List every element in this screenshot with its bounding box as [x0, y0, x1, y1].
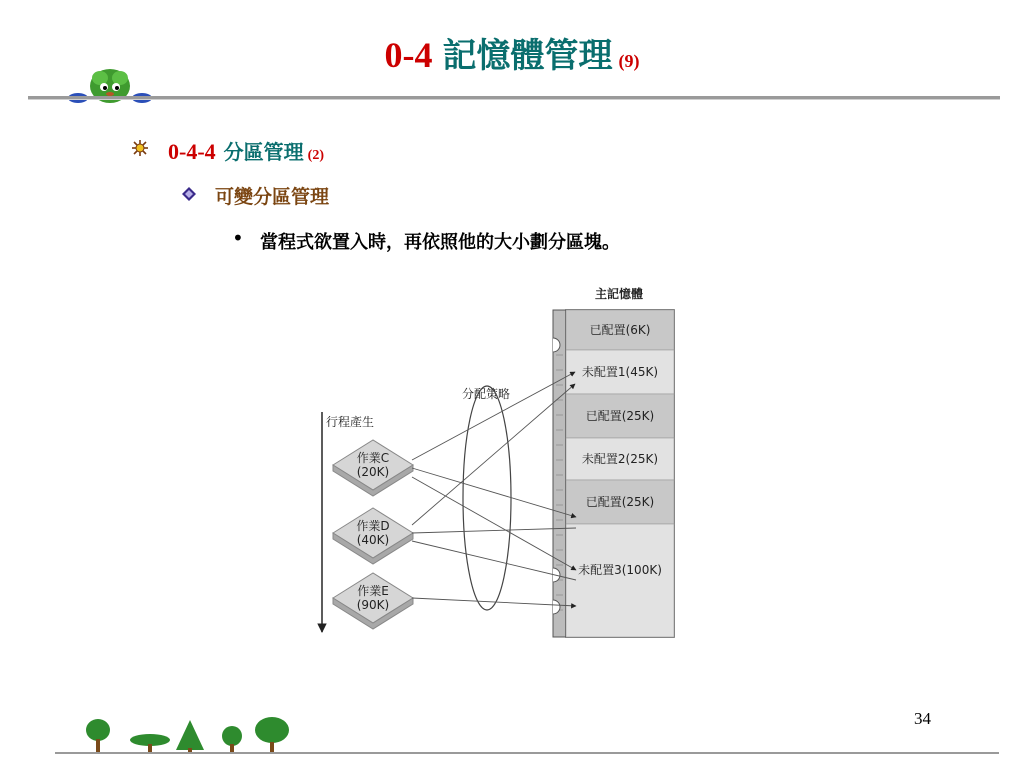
level1-number: 0-4-4 [168, 139, 216, 164]
memory-block-label-5: 未配置3(100K) [578, 563, 662, 577]
memory-block-label-3: 未配置2(25K) [581, 452, 659, 466]
process-label: 行程產生 [326, 415, 375, 429]
job-name-0: 作業C [356, 451, 390, 465]
job-name-2: 作業E [357, 584, 389, 598]
job-size-0: (20K) [356, 465, 390, 479]
title-sub: (9) [618, 51, 640, 71]
job-name-1: 作業D [356, 519, 390, 533]
job-size-1: (40K) [356, 533, 390, 547]
diamond-bullet-icon [181, 186, 197, 202]
strategy-label: 分配策略 [461, 387, 511, 401]
header-rule [28, 96, 1000, 100]
memory-block-label-4: 已配置(25K) [585, 495, 655, 509]
level2-heading: 可變分區管理 [215, 186, 330, 208]
title-number: 0-4 [384, 35, 433, 75]
title-text: 記憶體管理 [442, 36, 613, 76]
slide-title [0, 28, 1024, 77]
level3-bullet: • [232, 226, 244, 250]
level1-text: 分區管理 [223, 140, 304, 164]
footer-rule [55, 752, 999, 754]
level1-sub: (2) [307, 148, 324, 163]
level1-heading [168, 136, 324, 165]
memory-block-label-1: 未配置1(45K) [581, 365, 659, 379]
memory-block-5 [566, 524, 674, 637]
tree-row-icon [80, 714, 310, 754]
sun-bullet-icon [131, 139, 149, 157]
memory-title: 主記憶體 [594, 287, 644, 301]
memory-partition-diagram [300, 280, 700, 650]
allocation-lines [412, 372, 576, 606]
memory-block-label-0: 已配置(6K) [589, 323, 651, 337]
level3-text: 當程式欲置入時，再依照他的大小劃分區塊。 [260, 232, 620, 253]
page-number: 34 [914, 709, 931, 728]
memory-block-label-2: 已配置(25K) [585, 409, 655, 423]
memory-rail [553, 310, 566, 637]
job-size-2: (90K) [356, 598, 390, 612]
